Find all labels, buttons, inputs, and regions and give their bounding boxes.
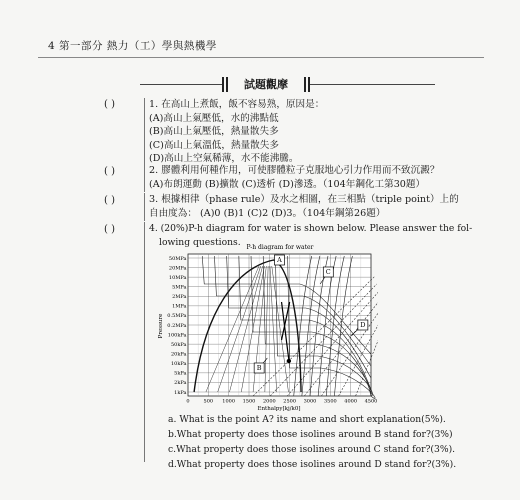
annotation-label: B bbox=[256, 364, 262, 373]
x-tick-label: 500 bbox=[203, 398, 214, 405]
y-axis-label: Pressure bbox=[158, 313, 164, 339]
y-tick-label: 5kPa bbox=[174, 370, 187, 377]
x-tick-label: 3000 bbox=[303, 398, 317, 405]
chart-title: P-h diagram for water bbox=[246, 244, 314, 251]
y-tick-label: 10MPa bbox=[168, 274, 187, 281]
answer-paren[interactable]: ( ) bbox=[104, 99, 115, 110]
x-tick-label: 4000 bbox=[344, 398, 358, 405]
annotation-label: C bbox=[325, 268, 331, 277]
x-tick-label: 0 bbox=[186, 398, 190, 405]
sub-question-d: d.What property does those isolines around D stand for?(3%). bbox=[168, 459, 457, 470]
x-tick-label: 2000 bbox=[262, 398, 276, 405]
answer-paren[interactable]: ( ) bbox=[104, 195, 115, 206]
question-1-option-a: (A)高山上氣壓低，水的沸點低 bbox=[149, 112, 279, 124]
question-2-stem: 2. 膠體利用何種作用，可使膠體粒子克服地心引力作用而不致沉澱？ bbox=[149, 165, 440, 176]
question-3-stem: 3. 根據相律（phase rule）及水之相圖，在三相點（triple point）上的 bbox=[149, 194, 459, 205]
question-3-options: 自由度為： (A)0 (B)1 (C)2 (D)3。（104年鋼第26題） bbox=[149, 207, 386, 219]
x-tick-labels bbox=[186, 399, 377, 405]
y-tick-labels bbox=[167, 256, 186, 396]
annotation-label: A bbox=[277, 256, 282, 265]
x-tick-label: 1500 bbox=[242, 398, 256, 405]
running-header: 4 第一部分 熱力（工）學與熱機學 bbox=[48, 40, 217, 52]
answer-paren[interactable]: ( ) bbox=[104, 166, 115, 177]
y-tick-label: 100kPa bbox=[167, 332, 187, 339]
x-tick-label: 1000 bbox=[222, 398, 236, 405]
y-tick-label: 2kPa bbox=[174, 380, 187, 387]
y-tick-label: 1MPa bbox=[172, 303, 187, 310]
sub-question-c: c.What property does those isolines around C stand for?(3%). bbox=[168, 444, 456, 455]
y-tick-label: 5MPa bbox=[172, 284, 187, 291]
question-divider bbox=[144, 222, 145, 462]
y-tick-label: 0.5MPa bbox=[167, 313, 187, 320]
x-tick-label: 3500 bbox=[323, 398, 337, 405]
x-axis-label: Enthalpy[kj/k0] bbox=[257, 406, 301, 412]
question-1-stem: 1. 在高山上煮飯，飯不容易熟，原因是： bbox=[149, 99, 325, 110]
question-3 bbox=[149, 193, 459, 220]
sub-question-a: a. What is the point A? its name and short explanation(5%). bbox=[168, 414, 446, 425]
sub-question-b: b.What property does those isolines around B stand for?(3%) bbox=[168, 429, 453, 440]
question-4-stem: 4. (20%)P-h diagram for water is shown below. Please answer the fol- bbox=[149, 223, 473, 234]
y-tick-label: 0.2MPa bbox=[167, 322, 187, 329]
question-1-option-b: (B)高山上氣壓低，熱量散失多 bbox=[149, 126, 279, 137]
y-tick-label: 2MPa bbox=[172, 294, 187, 301]
y-tick-label: 50MPa bbox=[168, 255, 187, 262]
plot-area bbox=[188, 254, 378, 399]
question-1-option-d: (D)高山上空氣稀薄，水不能沸騰。 bbox=[149, 153, 299, 164]
header-rule bbox=[38, 57, 484, 58]
question-divider bbox=[144, 193, 145, 221]
question-2-options: (A)布朗運動 (B)擴散 (C)透析 (D)滲透。（104年鋼化工第30題） bbox=[149, 178, 426, 190]
question-1-option-c: (C)高山上氣溫低，熱量散失多 bbox=[149, 139, 279, 151]
question-2 bbox=[149, 164, 439, 191]
answer-paren[interactable]: ( ) bbox=[104, 224, 115, 235]
section-rule-left bbox=[140, 84, 222, 85]
section-rule-right bbox=[310, 84, 435, 85]
question-divider bbox=[144, 98, 145, 170]
y-tick-label: 1kPa bbox=[174, 389, 187, 396]
section-title-box bbox=[222, 77, 310, 92]
ph-diagram bbox=[158, 240, 378, 412]
x-tick-label: 4500 bbox=[364, 398, 378, 405]
question-1 bbox=[149, 98, 324, 166]
y-tick-label: 50kPa bbox=[170, 341, 187, 348]
section-title: 試題觀摩 bbox=[244, 78, 288, 91]
state-point bbox=[287, 359, 291, 363]
y-tick-label: 10kPa bbox=[170, 361, 187, 368]
annotation-label: D bbox=[360, 321, 366, 330]
x-tick-label: 2500 bbox=[283, 398, 297, 405]
y-tick-label: 20kPa bbox=[170, 351, 187, 358]
question-4-stem-cont: lowing questions. bbox=[159, 236, 241, 248]
question-divider bbox=[144, 164, 145, 192]
y-tick-label: 20MPa bbox=[168, 265, 187, 272]
